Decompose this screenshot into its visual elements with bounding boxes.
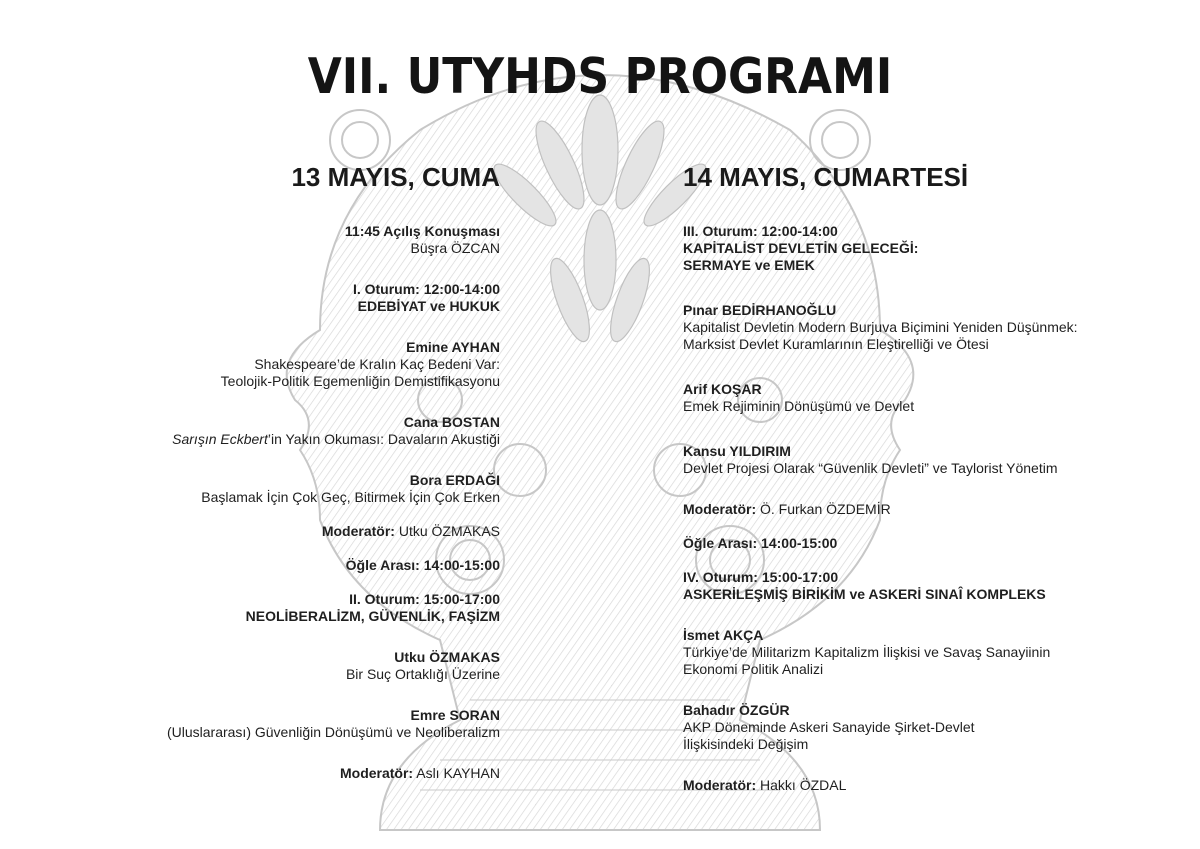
program-line xyxy=(683,501,1153,518)
program-line xyxy=(40,724,500,741)
program-line xyxy=(683,257,1153,274)
program-item xyxy=(683,443,1153,477)
program-line xyxy=(683,777,1153,794)
program-item xyxy=(40,472,500,506)
program-item xyxy=(40,591,500,625)
program-line xyxy=(683,443,1153,460)
program-line xyxy=(40,414,500,431)
program-text: Pınar BEDİRHANOĞLU xyxy=(683,302,837,318)
program-text: EDEBİYAT ve HUKUK xyxy=(357,298,500,314)
program-text: Arif KOŞAR xyxy=(683,381,762,397)
program-line xyxy=(683,336,1153,353)
program-item xyxy=(683,223,1153,274)
program-text: NEOLİBERALİZM, GÜVENLİK, FAŞİZM xyxy=(245,608,500,624)
program-line xyxy=(40,298,500,315)
program-line xyxy=(40,523,500,540)
program-item xyxy=(40,523,500,540)
program-text: İlişkisindeki Değişim xyxy=(683,736,809,752)
program-text: ’in Yakın Okuması: Davaların Akustiği xyxy=(267,431,500,447)
program-item xyxy=(40,707,500,741)
program-text: Büşra ÖZCAN xyxy=(410,240,500,256)
program-item xyxy=(683,569,1153,603)
spacer xyxy=(683,753,1153,777)
program-line xyxy=(40,591,500,608)
program-text: Bir Suç Ortaklığı Üzerine xyxy=(345,666,500,682)
program-text: 11:45 Açılış Konuşması xyxy=(344,223,500,239)
program-text: Başlamak İçin Çok Geç, Bitirmek İçin Çok Erken xyxy=(201,489,500,505)
program-line xyxy=(40,431,500,448)
program-line xyxy=(40,765,500,782)
program-line xyxy=(40,339,500,356)
program-text: Türkiye’de Militarizm Kapitalizm İlişkisi ve Savaş Sanayiinin xyxy=(683,644,1051,660)
program-line xyxy=(683,240,1153,257)
program-line xyxy=(683,398,1153,415)
program-line xyxy=(40,649,500,666)
program-text: Öğle Arası: 14:00-15:00 xyxy=(345,557,500,573)
program-text: II. Oturum: 15:00-17:00 xyxy=(349,591,500,607)
spacer xyxy=(683,477,1153,501)
program-line xyxy=(40,557,500,574)
spacer xyxy=(683,415,1153,443)
program-line xyxy=(40,281,500,298)
spacer xyxy=(40,741,500,765)
program-line xyxy=(683,319,1153,336)
program-line xyxy=(683,381,1153,398)
program-text: Hakkı ÖZDAL xyxy=(756,777,847,793)
program-text: Teolojik-Politik Egemenliğin Demistifikasyonu xyxy=(220,373,500,389)
day-heading-right: 14 MAYIS, CUMARTESİ xyxy=(683,162,969,192)
program-item xyxy=(40,649,500,683)
book-title: Sarışın Eckbert xyxy=(172,431,268,447)
program-column-left xyxy=(40,223,500,782)
moderator-label: Moderatör: xyxy=(321,523,395,539)
program-text: Kapitalist Devletin Modern Burjuva Biçimini Yeniden Düşünmek: xyxy=(683,319,1078,335)
spacer xyxy=(40,625,500,649)
program-text: AKP Döneminde Askeri Sanayide Şirket-Devlet xyxy=(683,719,975,735)
program-item xyxy=(40,281,500,315)
program-item xyxy=(683,627,1153,678)
moderator-label: Moderatör: xyxy=(683,501,757,517)
program-line xyxy=(40,608,500,625)
spacer xyxy=(683,518,1153,535)
program-line xyxy=(683,535,1153,552)
program-item xyxy=(40,414,500,448)
program-item xyxy=(683,702,1153,753)
program-item xyxy=(40,339,500,390)
program-text: I. Oturum: 12:00-14:00 xyxy=(352,281,500,297)
program-text: Öğle Arası: 14:00-15:00 xyxy=(683,535,838,551)
program-text: Emre SORAN xyxy=(410,707,500,723)
spacer xyxy=(40,683,500,707)
program-line xyxy=(40,489,500,506)
program-line xyxy=(683,627,1153,644)
spacer xyxy=(40,506,500,523)
page-title: VII. UTYHDS PROGRAMI xyxy=(307,48,893,106)
program-text: Bora ERDAĞI xyxy=(409,472,500,488)
program-item xyxy=(683,535,1153,552)
program-item xyxy=(683,777,1153,794)
program-line xyxy=(40,240,500,257)
spacer xyxy=(683,603,1153,627)
program-line xyxy=(683,644,1153,661)
day-heading-left: 13 MAYIS, CUMA xyxy=(291,162,500,192)
program-text: Devlet Projesi Olarak “Güvenlik Devleti” ve Taylorist Yönetim xyxy=(683,460,1058,476)
spacer xyxy=(683,353,1153,381)
spacer xyxy=(683,678,1153,702)
program-text: Cana BOSTAN xyxy=(403,414,500,430)
program-text: SERMAYE ve EMEK xyxy=(683,257,815,273)
program-line xyxy=(683,460,1153,477)
spacer xyxy=(40,448,500,472)
program-text: ASKERİLEŞMİŞ BİRİKİM ve ASKERİ SINAÎ KOMPLEKS xyxy=(683,586,1046,602)
program-text: Ekonomi Politik Analizi xyxy=(683,661,824,677)
spacer xyxy=(683,274,1153,302)
program-line xyxy=(40,707,500,724)
program-text: Emine AYHAN xyxy=(406,339,500,355)
program-line xyxy=(40,472,500,489)
program-item xyxy=(40,223,500,257)
program-line xyxy=(40,223,500,240)
program-item xyxy=(683,501,1153,518)
program-text: IV. Oturum: 15:00-17:00 xyxy=(683,569,839,585)
program-text: Bahadır ÖZGÜR xyxy=(683,702,790,718)
moderator-label: Moderatör: xyxy=(683,777,757,793)
spacer xyxy=(40,540,500,557)
spacer xyxy=(40,574,500,591)
program-text: (Uluslararası) Güvenliğin Dönüşümü ve Neoliberalizm xyxy=(166,724,500,740)
program-line xyxy=(683,719,1153,736)
program-text: KAPİTALİST DEVLETİN GELECEĞİ: xyxy=(683,240,919,256)
program-column-right xyxy=(683,223,1153,794)
program-line xyxy=(683,586,1153,603)
program-line xyxy=(40,356,500,373)
program-line xyxy=(683,223,1153,240)
program-text: Aslı KAYHAN xyxy=(413,765,500,781)
program-text: Ö. Furkan ÖZDEMİR xyxy=(756,501,891,517)
program-text: Utku ÖZMAKAS xyxy=(394,523,500,539)
program-line xyxy=(683,702,1153,719)
moderator-label: Moderatör: xyxy=(339,765,414,781)
program-text: Emek Rejiminin Dönüşümü ve Devlet xyxy=(683,398,915,414)
program-line xyxy=(683,302,1153,319)
program-line xyxy=(683,736,1153,753)
program-line xyxy=(40,666,500,683)
program-text: İsmet AKÇA xyxy=(683,627,764,643)
spacer xyxy=(40,315,500,339)
program-item xyxy=(40,765,500,782)
program-text: Shakespeare’de Kralın Kaç Bedeni Var: xyxy=(254,356,500,372)
program-line xyxy=(683,569,1153,586)
spacer xyxy=(40,390,500,414)
program-line xyxy=(683,661,1153,678)
program-text: III. Oturum: 12:00-14:00 xyxy=(683,223,838,239)
spacer xyxy=(40,257,500,281)
program-line xyxy=(40,373,500,390)
spacer xyxy=(683,552,1153,569)
program-item xyxy=(40,557,500,574)
program-item xyxy=(683,302,1153,353)
program-text: Utku ÖZMAKAS xyxy=(394,649,500,665)
program-item xyxy=(683,381,1153,415)
program-text: Marksist Devlet Kuramlarının Eleştirelliği ve Ötesi xyxy=(683,336,989,352)
program-text: Kansu YILDIRIM xyxy=(683,443,791,459)
